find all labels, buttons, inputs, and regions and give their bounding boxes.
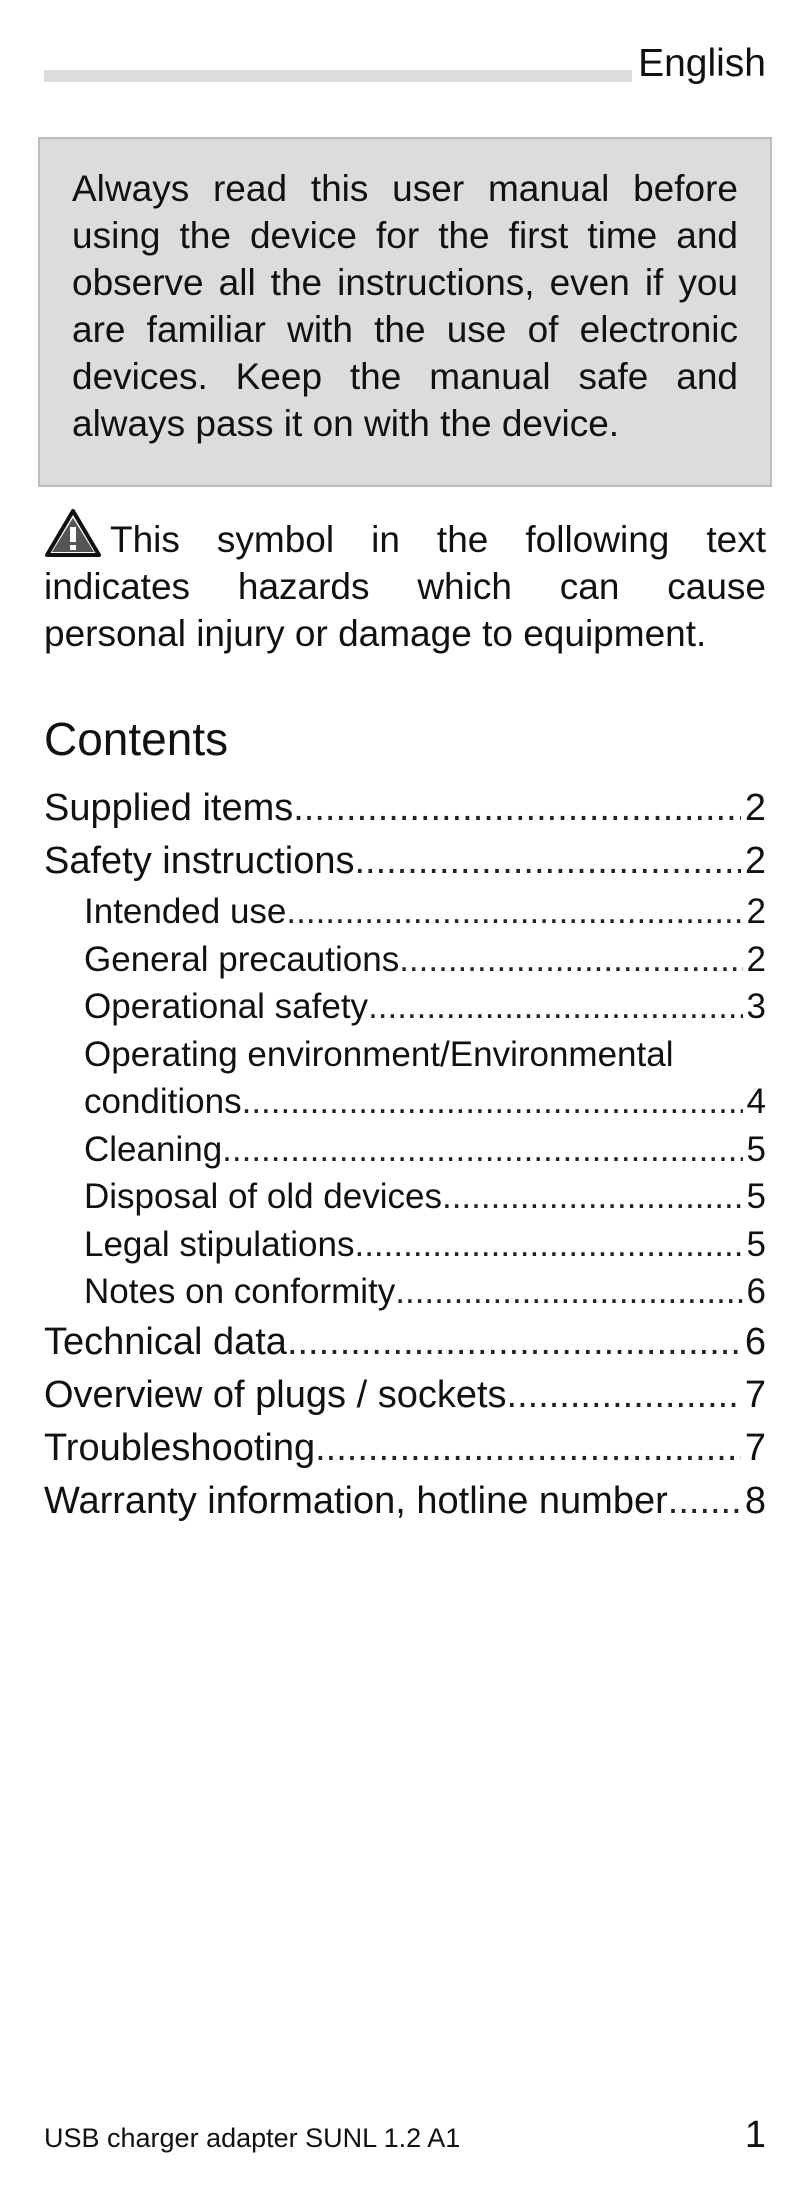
- toc-entry[interactable]: [44, 1475, 766, 1528]
- toc-entry-page: 2: [744, 840, 766, 882]
- toc-entry-page: 5: [746, 1224, 766, 1264]
- footer-product-name: USB charger adapter SUNL 1.2 A1: [44, 2123, 461, 2153]
- header-language: English: [632, 42, 766, 86]
- toc-entry-page: 6: [746, 1272, 766, 1311]
- toc-entry[interactable]: [44, 1316, 766, 1369]
- toc-entry-title: Overview of plugs / sockets: [44, 1373, 507, 1416]
- toc-entry[interactable]: [44, 1422, 766, 1475]
- toc-entry-title: Supplied items: [44, 787, 294, 829]
- toc-leader: [507, 1369, 741, 1422]
- footer-page-number: 1: [744, 2114, 766, 2156]
- toc-entry-page: 6: [744, 1320, 766, 1363]
- notice-box: [38, 137, 772, 487]
- toc-entry-title: Operating environment/Environmental: [84, 1034, 674, 1074]
- toc-entry-title: Cleaning: [84, 1129, 223, 1169]
- toc-subentry[interactable]: [44, 983, 766, 1031]
- toc-entry-page: 3: [746, 987, 766, 1026]
- toc-entry-page: 5: [746, 1177, 766, 1216]
- toc-entry-page: 2: [746, 939, 766, 979]
- toc-leader: [222, 1126, 742, 1174]
- hazard-text: This symbol in the following text indicates hazards which can cause personal injury or damage to equipment.: [44, 519, 766, 654]
- toc-entry-page: 8: [744, 1479, 766, 1522]
- toc-entry-page: 4: [746, 1082, 766, 1121]
- toc-subentry[interactable]: [44, 1268, 766, 1316]
- warning-triangle-icon: [44, 508, 102, 558]
- toc-entry-title: Disposal of old devices: [84, 1177, 442, 1216]
- table-of-contents: [44, 782, 766, 1528]
- toc-leader: [399, 936, 742, 984]
- toc-entry[interactable]: [44, 1369, 766, 1422]
- toc-leader: [354, 1221, 742, 1269]
- toc-leader: [668, 1475, 741, 1528]
- toc-entry-page: 7: [744, 1373, 766, 1416]
- toc-entry-page: 5: [746, 1129, 766, 1169]
- toc-entry-title: Legal stipulations: [84, 1224, 355, 1264]
- toc-subentry[interactable]: [44, 1078, 766, 1126]
- toc-entry-title: Intended use: [84, 892, 287, 931]
- toc-leader: [242, 1078, 743, 1126]
- toc-entry[interactable]: [44, 835, 766, 888]
- toc-entry[interactable]: [44, 782, 766, 835]
- toc-leader: [315, 1422, 741, 1475]
- notice-text: Always read this user manual before using the device for the first time and observe all the instructions, even if you are familiar with the use of electronic devices. Keep the manual safe and always pass it on with the device.: [72, 168, 738, 444]
- toc-leader: [293, 782, 741, 835]
- manual-page: [44, 0, 766, 2201]
- toc-entry-page: 2: [744, 787, 766, 829]
- toc-leader: [354, 835, 740, 888]
- toc-entry-title: Warranty information, hotline number: [44, 1479, 668, 1522]
- toc-subentry[interactable]: [44, 1173, 766, 1221]
- toc-entry-title: Notes on conformity: [84, 1272, 396, 1311]
- toc-leader: [287, 1316, 741, 1369]
- toc-entry-title: Safety instructions: [44, 840, 355, 882]
- toc-entry-page: 2: [746, 892, 766, 931]
- toc-leader: [368, 983, 742, 1031]
- toc-leader: [395, 1268, 742, 1316]
- toc-entry-title: Operational safety: [84, 987, 369, 1026]
- toc-entry-title: Troubleshooting: [44, 1426, 316, 1469]
- contents-title: Contents: [44, 713, 229, 765]
- toc-subentry[interactable]: [44, 936, 766, 984]
- toc-subentry[interactable]: [44, 888, 766, 936]
- toc-leader: [286, 888, 742, 936]
- toc-entry-page: 7: [744, 1426, 766, 1469]
- toc-subentry[interactable]: [44, 1221, 766, 1269]
- hazard-note: [44, 508, 766, 657]
- toc-leader: [442, 1173, 743, 1221]
- toc-entry-title-continuation: conditions: [84, 1082, 242, 1121]
- toc-entry-title: General precautions: [84, 939, 400, 979]
- toc-entry-title: Technical data: [44, 1320, 287, 1363]
- toc-subentry[interactable]: [44, 1126, 766, 1174]
